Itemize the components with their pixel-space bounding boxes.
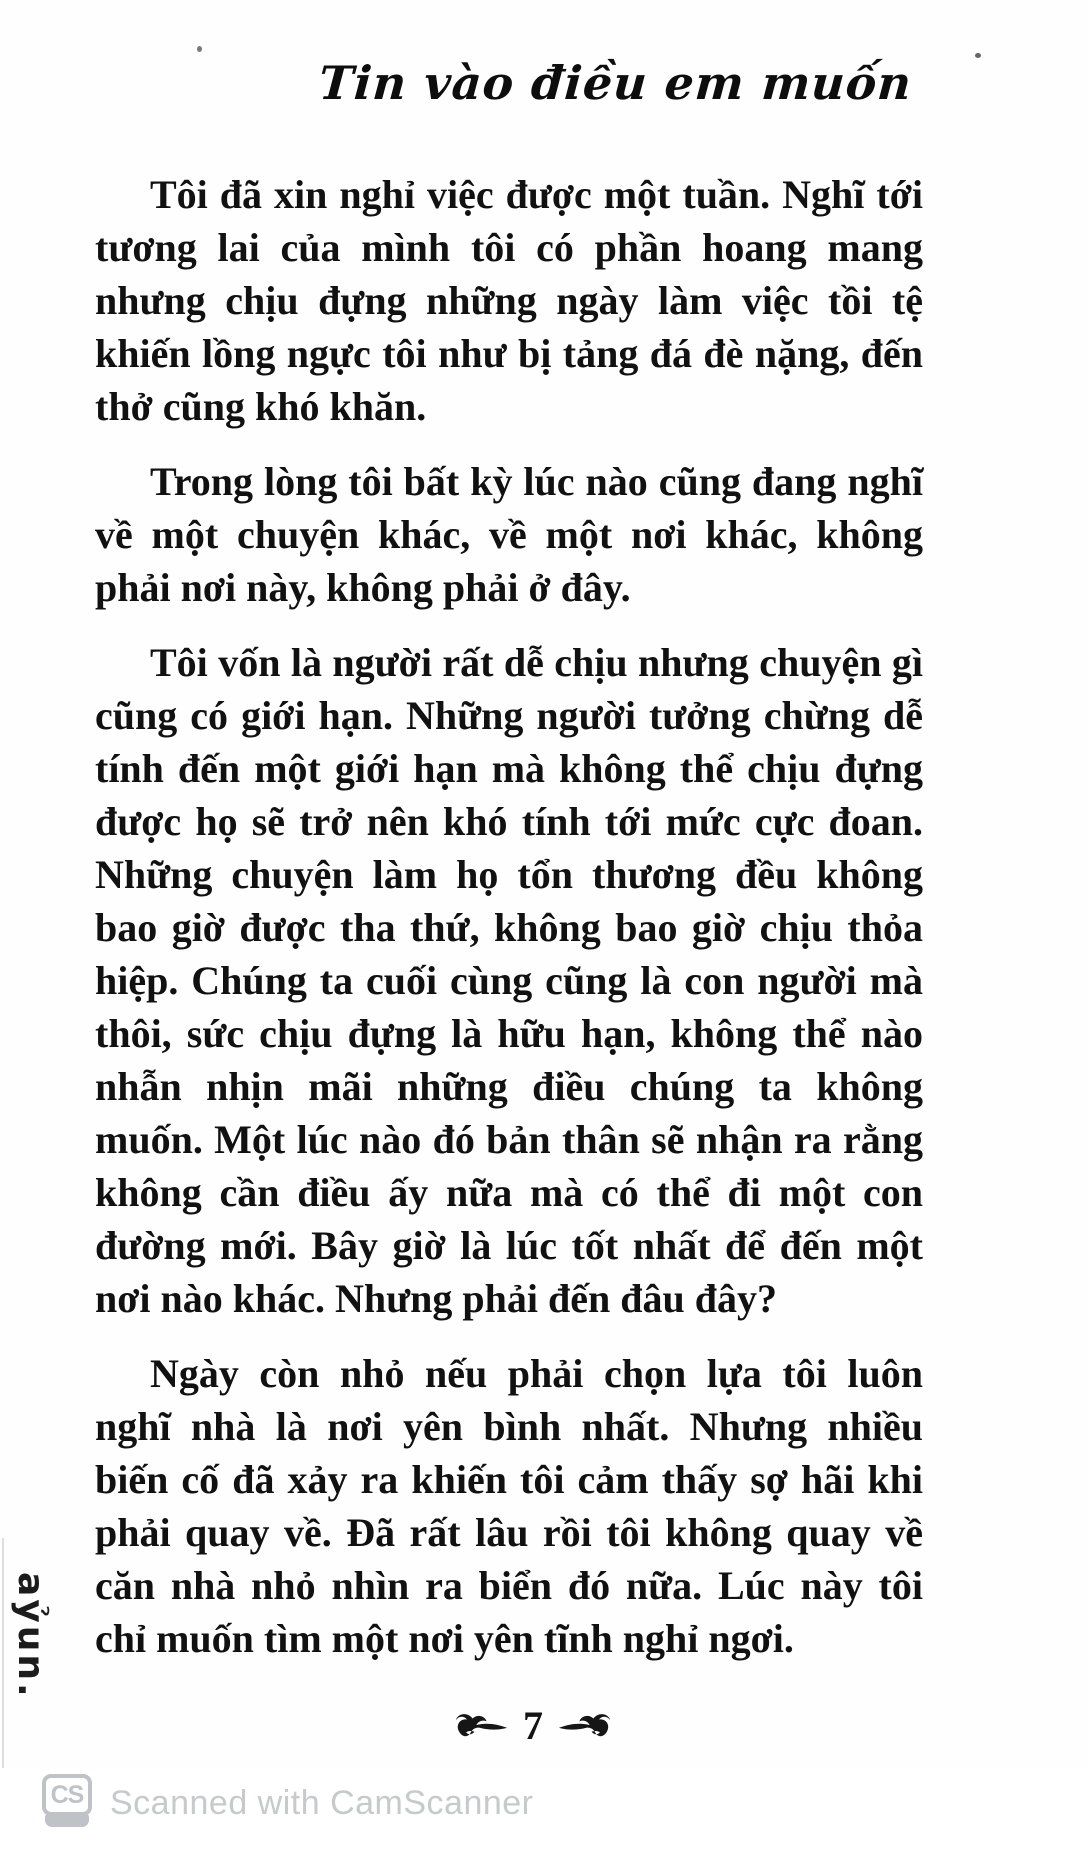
body-paragraph: Tôi đã xin nghỉ việc được một tuần. Nghĩ tới tương lai của mình tôi có phần hoang mang nhưng chịu đựng những ngày làm việc tồi tệ khiến lồng ngực tôi như bị tảng đá đè nặng, đến thở cũng khó khăn. — [95, 172, 923, 429]
body-paragraph: Trong lòng tôi bất kỳ lúc nào cũng đang nghĩ về một chuyện khác, về một nơi khác, không phải nơi này, không phải ở đây. — [95, 459, 923, 610]
chapter-header-title: Tin vào điều em muốn — [317, 56, 914, 110]
ornament-right-icon — [557, 1711, 613, 1741]
camscanner-label: Scanned with CamScanner — [110, 1784, 534, 1822]
page-number: 7 — [523, 1703, 543, 1748]
page-edge-line — [2, 1538, 4, 1800]
camscanner-watermark-bar — [0, 1768, 1088, 1856]
scan-speck — [197, 46, 202, 52]
ornament-left-icon — [453, 1711, 509, 1741]
scan-speck — [975, 53, 981, 58]
page-footer — [0, 1702, 1066, 1749]
edge-artifact-text: aỷun. — [10, 1572, 51, 1700]
body-paragraph: Tôi vốn là người rất dễ chịu nhưng chuyện gì cũng có giới hạn. Những người tưởng chừng dễ tính đến một giới hạn mà không thể chịu đựng được họ sẽ trở nên khó tính tới mức cực đoan. Những chuyện làm họ tổn thương đều không bao giờ được tha thứ, không bao giờ chịu thỏa hiệp. Chúng ta cuối cùng cũng là con người mà thôi, sức chịu đựng là hữu hạn, không thể nào nhẫn nhịn mãi những điều chúng ta không muốn. Một lúc nào đó bản thân sẽ nhận ra rằng không cần điều ấy nữa mà có thể đi một con đường mới. Bây giờ là lúc tốt nhất để đến một nơi nào khác. Nhưng phải đến đâu đây? — [95, 640, 923, 1321]
cs-logo-bar — [45, 1814, 89, 1827]
camscanner-logo-icon — [42, 1774, 94, 1826]
body-text-block — [95, 168, 923, 1687]
body-paragraph: Ngày còn nhỏ nếu phải chọn lựa tôi luôn nghĩ nhà là nơi yên bình nhất. Nhưng nhiều biến cố đã xảy ra khiến tôi cảm thấy sợ hãi khi phải quay về. Đã rất lâu rồi tôi không quay về căn nhà nhỏ nhìn ra biển đó nữa. Lúc này tôi chỉ muốn tìm một nơi yên tĩnh nghỉ ngơi. — [95, 1351, 923, 1661]
cs-logo-text: CS — [42, 1774, 92, 1816]
